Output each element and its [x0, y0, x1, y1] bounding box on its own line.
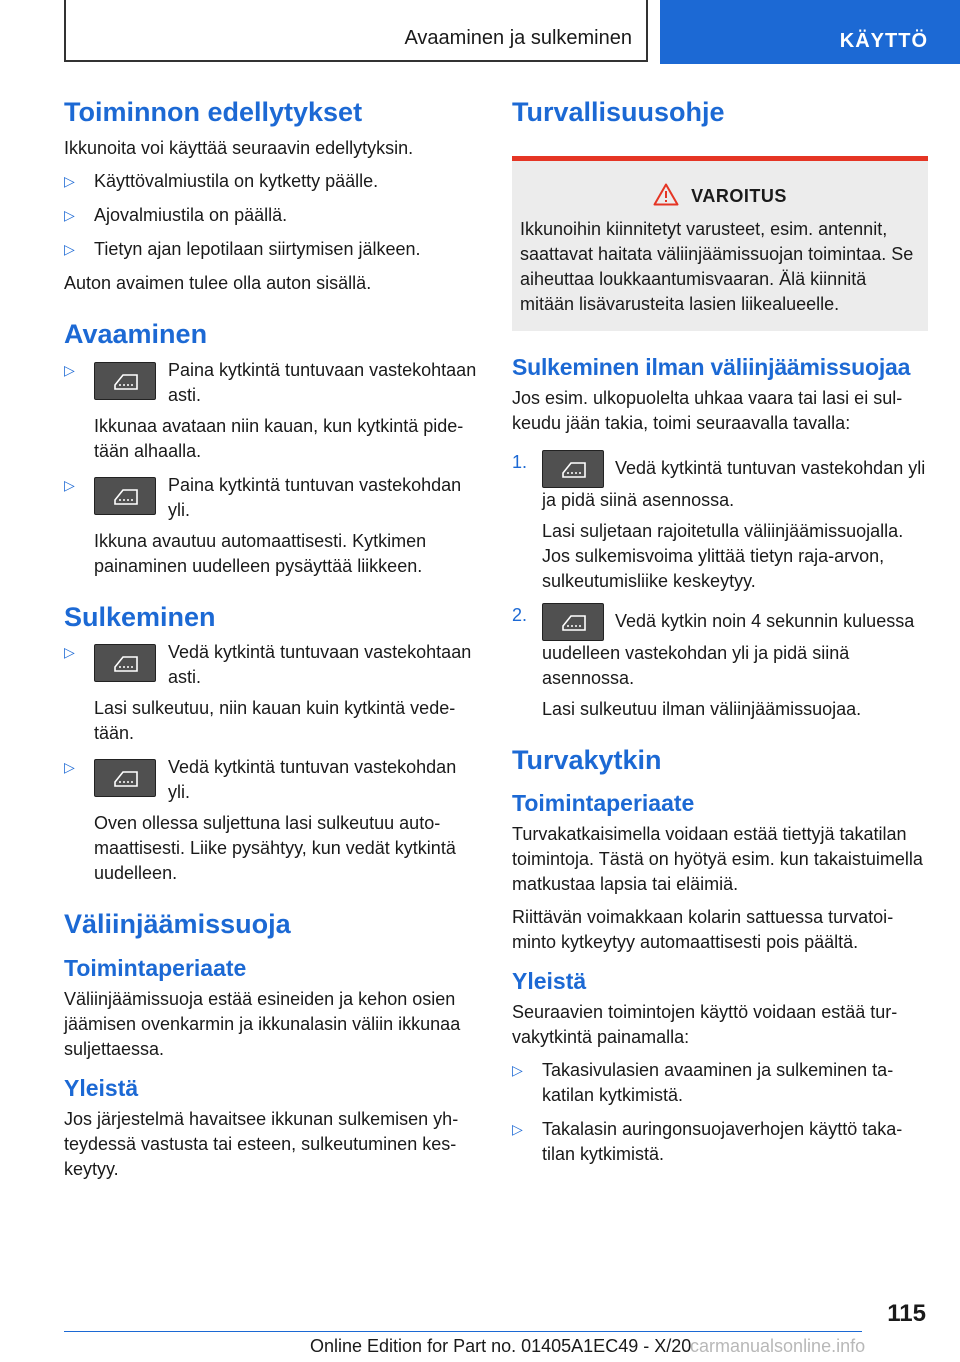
- item-note: Ikkunaa avataan niin kauan, kun kytkintä pidetään alhaalla.: [94, 415, 464, 461]
- item-text: Vedä kytkintä tuntuvan vastekohdan yli.: [168, 757, 457, 803]
- warning-triangle-icon: [653, 183, 679, 211]
- step-note: Lasi sulkeutuu ilman väliinjäämissuojaa.: [542, 698, 862, 719]
- valiin-paragraph-1: Väliinjäämissuoja estää esineiden ja kehon osien jäämisen ovenkarmin ja ikkunalasin väliin ikkunaa suljettaessa.: [64, 988, 461, 1059]
- window-switch-icon: [542, 450, 604, 488]
- triangle-right-icon: ▷: [64, 172, 75, 189]
- triangle-right-icon: ▷: [64, 644, 75, 661]
- item-text: Paina kytkintä tuntuvaan vastekohtaan asti.: [168, 359, 477, 405]
- list-item: [64, 755, 480, 886]
- subheading-yleista: Yleistä: [64, 1074, 139, 1101]
- header-chapter-tab: [660, 0, 960, 64]
- window-switch-icon: [94, 362, 156, 400]
- list-item: [64, 473, 480, 579]
- list-item: ▷ Takasivulasien avaaminen ja sulkeminen takatilan kytkimistä.: [512, 1059, 894, 1105]
- step-number: 2.: [512, 604, 528, 625]
- subheading-toimintaperiaate: Toimintaperiaate: [512, 790, 695, 817]
- triangle-right-icon: ▷: [64, 476, 75, 493]
- list-item: [64, 640, 480, 746]
- right-column: [512, 96, 928, 1176]
- toiminnon-list: [64, 169, 480, 262]
- footer-edition: Online Edition for Part no. 01405A1EC49 - X/20: [310, 1336, 692, 1356]
- window-switch-icon: [94, 477, 156, 515]
- footer-watermark: carmanualsonline.info: [690, 1336, 866, 1356]
- footer-divider: [64, 1331, 862, 1332]
- list-item: [512, 450, 928, 594]
- heading-avaaminen: Avaaminen: [64, 318, 208, 349]
- list-item: ▷ Ajovalmiustila on päällä.: [64, 203, 480, 228]
- turvakytkin-paragraph-3: Seuraavien toimintojen käyttö voidaan estää turvakytkintä painamalla:: [512, 1001, 898, 1047]
- toiminnon-outro: Auton avaimen tulee olla auton sisällä.: [64, 272, 372, 293]
- turvakytkin-list: [512, 1058, 928, 1167]
- list-item: [512, 603, 928, 722]
- turvakytkin-paragraph-1: Turvakatkaisimella voidaan estää tiettyjä takatilan toimintoja. Tästä on hyötyä esim. kun takaistuimella matkustaa lapsia tai eläimiä.: [512, 824, 923, 894]
- triangle-right-icon: ▷: [512, 1061, 523, 1078]
- step-text: Vedä kytkin noin 4 sekunnin kuluessa uudelleen vastekohdan yli ja pidä siinä asennossa.: [542, 610, 915, 688]
- header-section-box: [64, 0, 648, 62]
- page-number: 115: [887, 1300, 926, 1327]
- heading-turvallisuusohje: Turvallisuusohje: [512, 97, 725, 127]
- heading-turvakytkin: Turvakytkin: [512, 744, 662, 775]
- toiminnon-intro: Ikkunoita voi käyttää seuraavin edellytyksin.: [64, 137, 414, 158]
- left-column: [64, 96, 480, 1190]
- item-note: Ikkuna avautuu automaattisesti. Kytkimen painaminen uudelleen pysäyttää liikkeen.: [94, 530, 427, 576]
- subheading-toimintaperiaate: Toimintaperiaate: [64, 955, 247, 981]
- heading-sulkeminen: Sulkeminen: [64, 601, 216, 632]
- item-text: Vedä kytkintä tuntuvaan vastekohtaan asti.: [168, 642, 472, 688]
- heading-toiminnon: Toiminnon edellytykset: [64, 97, 363, 127]
- warning-title: VAROITUS: [691, 186, 787, 207]
- ilman-intro: Jos esim. ulkopuolelta uhkaa vaara tai lasi ei sulkeudu jään takia, toimi seuraavalla tavalla:: [512, 387, 903, 433]
- heading-sulkeminen-ilman: Sulkeminen ilman väliinjäämissuojaa: [512, 353, 911, 380]
- window-switch-icon: [94, 644, 156, 682]
- valiin-paragraph-2: Jos järjestelmä havaitsee ikkunan sulkemisen yhteydessä vastusta tai esteen, sulkeutuminen keskeytyy.: [64, 1108, 459, 1179]
- triangle-right-icon: ▷: [64, 759, 75, 776]
- triangle-right-icon: ▷: [64, 206, 75, 223]
- step-number: 1.: [512, 451, 528, 472]
- ilman-steps: [512, 450, 928, 722]
- item-note: Oven ollessa suljettuna lasi sulkeutuu automaattisesti. Liike pysähtyy, kun vedät kytkintä uudelleen.: [94, 813, 456, 884]
- item-note: Lasi sulkeutuu, niin kauan kuin kytkintä vedetään.: [94, 698, 456, 744]
- triangle-right-icon: ▷: [64, 361, 75, 378]
- window-switch-icon: [94, 759, 156, 797]
- list-item: ▷ Tietyn ajan lepotilaan siirtymisen jälkeen.: [64, 237, 480, 262]
- warning-box: [512, 156, 928, 331]
- list-item: [64, 358, 480, 464]
- window-switch-icon: [542, 603, 604, 641]
- list-item: ▷ Takalasin auringonsuojaverhojen käyttö takatilan kytkimistä.: [512, 1118, 903, 1164]
- subheading-yleista: Yleistä: [512, 968, 587, 994]
- sulkeminen-list: [64, 640, 480, 886]
- header-section-title: Avaaminen ja sulkeminen: [404, 27, 632, 49]
- step-text: Vedä kytkintä tuntuvan vastekohdan yli ja pidä siinä asennossa.: [542, 457, 926, 510]
- triangle-right-icon: ▷: [512, 1120, 523, 1137]
- item-text: Paina kytkintä tuntuvan vastekohdan yli.: [168, 474, 462, 520]
- list-item: ▷ Käyttövalmiustila on kytketty päälle.: [64, 169, 480, 194]
- warning-header: [520, 183, 920, 211]
- triangle-right-icon: ▷: [64, 240, 75, 257]
- avaaminen-list: [64, 358, 480, 579]
- warning-text: Ikkunoihin kiinnitetyt varusteet, esim. antennit, saattavat haitata väliinjäämissuojan toimintaa. Se aiheuttaa loukkaantumisvaaran. Älä kiinnitä mitään lisävarusteita lasien liikealueelle.: [520, 218, 914, 314]
- heading-valiinjaamissuoja: Väliinjäämissuoja: [64, 909, 291, 940]
- header-chapter-title: KÄYTTÖ: [839, 30, 928, 52]
- step-note: Lasi suljetaan rajoitetulla väliinjäämissuojalla. Jos sulkemisvoima ylittää tietyn raja-arvon, sulkeutumisliike keskeytyy.: [542, 520, 904, 591]
- turvakytkin-paragraph-2: Riittävän voimakkaan kolarin sattuessa turvatoiminto kytkeytyy automaattisesti pois päältä.: [512, 907, 894, 952]
- page-header: [0, 0, 960, 66]
